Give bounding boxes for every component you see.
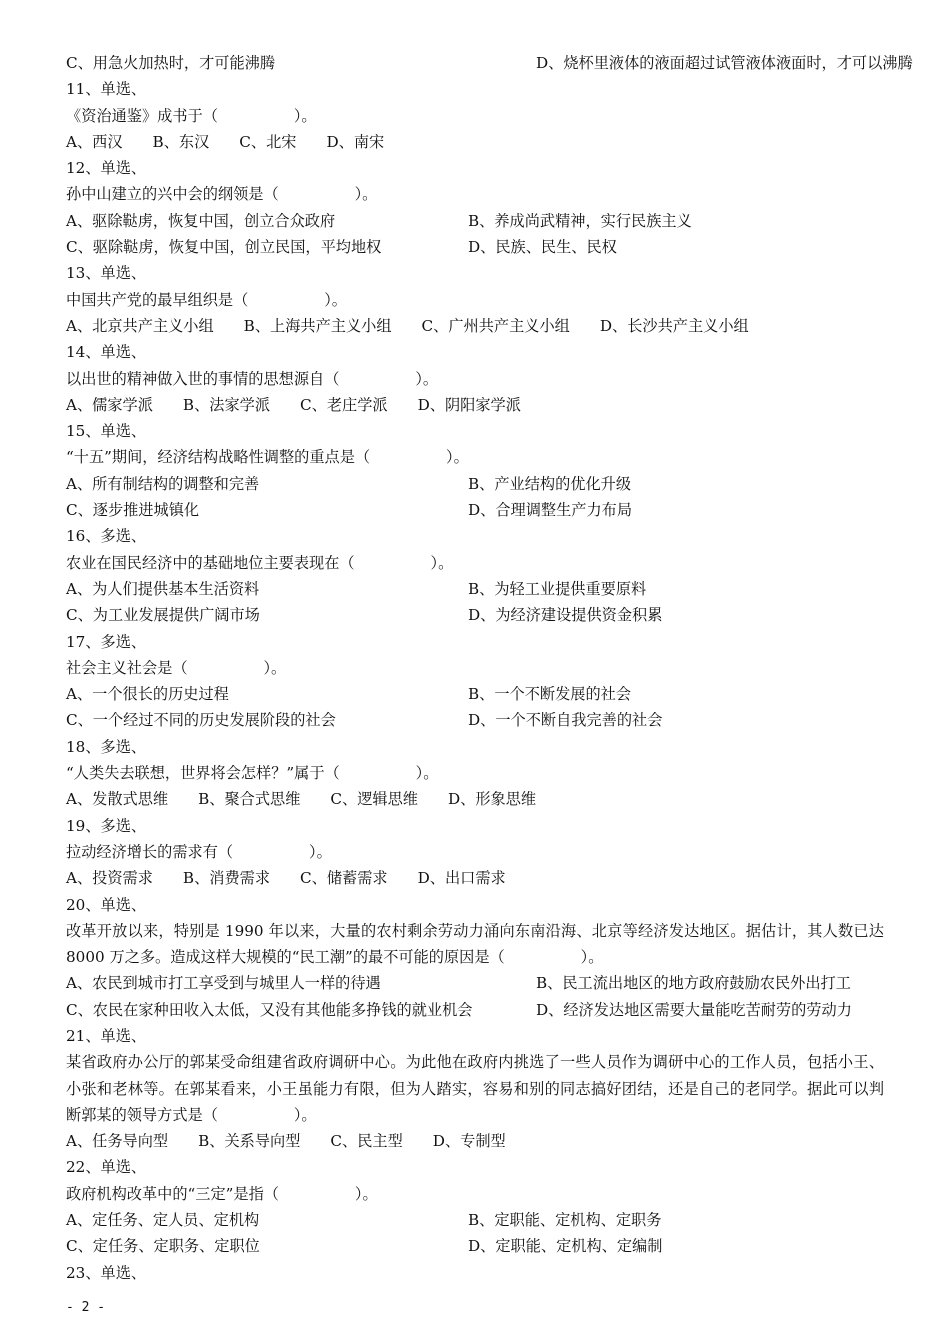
option-b: B、产业结构的优化升级 [468,474,632,493]
option-row [66,602,884,628]
option-row [66,129,884,155]
option-d: D、阴阳家学派 [417,395,521,414]
option-b: B、一个不断发展的社会 [468,685,632,704]
question-number: 14、单选、 [66,343,147,362]
option-c: C、用急火加热时，才可能沸腾 [66,54,276,72]
question-stem: 拉动经济增长的需求有（ ）。 [66,842,332,861]
document-page [66,50,913,1286]
question-number: 12、单选、 [66,159,147,178]
option-row [66,392,884,418]
option-d: D、合理调整生产力布局 [468,501,633,520]
question-number: 15、单选、 [66,422,147,441]
option-row [66,1128,884,1154]
option-b: B、上海共产主义小组 [243,316,392,335]
option-d: D、民族、民生、民权 [468,238,617,257]
option-b: B、消费需求 [182,869,271,888]
option-row [66,313,884,339]
option-b: B、养成尚武精神，实行民族主义 [468,211,692,230]
option-d: D、专制型 [432,1132,506,1151]
question-stem: 孙中山建立的兴中会的纲领是（ ）。 [66,185,378,204]
option-row [66,1233,884,1259]
option-b: B、定职能、定机构、定职务 [468,1211,662,1230]
option-a: A、投资需求 [66,869,153,888]
option-c: C、广州共产主义小组 [421,316,570,335]
question-stem: 农业在国民经济中的基础地位主要表现在（ ）。 [66,553,454,572]
question-stem: 政府机构改革中的“三定”是指（ ）。 [66,1184,378,1203]
option-a: A、为人们提供基本生活资料 [66,579,260,598]
option-row [66,681,884,707]
option-a: A、北京共产主义小组 [66,316,214,335]
question-number: 23、单选、 [66,1263,147,1282]
option-row [66,576,884,602]
option-a: A、农民到城市打工享受到与城里人一样的待遇 [66,974,381,993]
question-number: 13、单选、 [66,264,147,283]
option-a: A、任务导向型 [66,1132,169,1151]
question-number: 17、多选、 [66,632,147,651]
option-b: B、关系导向型 [198,1132,301,1151]
question-number: 22、单选、 [66,1158,147,1177]
question-stem: 《资治通鉴》成书于（ ）。 [66,106,317,125]
question-stem: 改革开放以来，特别是 1990 年以来，大量的农村剩余劳动力涌向东南沿海、北京等经济发达地区。据估计，其人数已达 8000 万之多。造成这样大规模的“民工潮”的最不可能的原因是（ ）。 [66,921,884,967]
option-row [66,997,884,1023]
option-d: D、南宋 [326,132,385,151]
question-number: 11、单选、 [66,80,147,99]
option-b: B、为轻工业提供重要原料 [468,579,647,598]
option-row [66,234,884,260]
question-stem: 以出世的精神做入世的事情的思想源自（ ）。 [66,369,439,388]
option-a: A、儒家学派 [66,395,153,414]
option-a: A、西汉 [66,132,123,151]
option-b: B、法家学派 [182,395,271,414]
option-a: A、所有制结构的调整和完善 [66,474,260,493]
page-number: - 2 - [66,1300,106,1315]
option-row [66,1207,884,1233]
option-row [66,471,884,497]
option-row [66,865,884,891]
option-d: D、一个不断自我完善的社会 [468,711,663,730]
option-b: B、东汉 [152,132,210,151]
option-d: D、长沙共产主义小组 [599,316,749,335]
option-c: C、北宋 [239,132,297,151]
option-c: C、民主型 [330,1132,403,1151]
question-stem: 某省政府办公厅的郭某受命组建省政府调研中心。为此他在政府内挑选了一些人员作为调研中心的工作人员，包括小王、小张和老林等。在郭某看来，小王虽能力有限，但为人踏实，容易和别的同志搞好团结，还是自己的老同学。据此可以判断郭某的领导方式是（ ）。 [66,1053,884,1124]
option-b: B、民工流出地区的地方政府鼓励农民外出打工 [536,974,851,993]
option-c: C、老庄学派 [300,395,388,414]
question-number: 16、多选、 [66,527,147,546]
option-c: C、驱除鞑虏，恢复中国，创立民国，平均地权 [66,238,382,257]
option-row [66,707,884,733]
question-number: 21、单选、 [66,1026,147,1045]
option-row [66,970,884,996]
option-d: D、出口需求 [417,869,506,888]
option-row [66,50,913,76]
question-stem: 中国共产党的最早组织是（ ）。 [66,290,347,309]
option-row [66,208,884,234]
question-number: 19、多选、 [66,816,147,835]
option-a: A、定任务、定人员、定机构 [66,1211,260,1230]
option-d: D、经济发达地区需要大量能吃苦耐劳的劳动力 [536,1000,852,1019]
option-d: D、为经济建设提供资金积累 [468,606,663,625]
option-row [66,497,884,523]
option-c: C、农民在家种田收入太低，又没有其他能多挣钱的就业机会 [66,1000,473,1019]
question-number: 20、单选、 [66,895,147,914]
option-c: C、逐步推进城镇化 [66,501,200,520]
option-c: C、储蓄需求 [300,869,388,888]
option-a: A、驱除鞑虏，恢复中国，创立合众政府 [66,211,336,230]
option-c: C、一个经过不同的历史发展阶段的社会 [66,711,336,730]
option-a: A、发散式思维 [66,790,169,809]
option-d: D、形象思维 [447,790,537,809]
option-d: D、烧杯里液体的液面超过试管液体液面时，才可以沸腾 [536,54,913,72]
question-stem: “人类失去联想，世界将会怎样？”属于（ ）。 [66,764,439,783]
option-b: B、聚合式思维 [198,790,301,809]
option-c: C、定任务、定职务、定职位 [66,1237,260,1256]
option-c: C、为工业发展提供广阔市场 [66,606,260,625]
option-row [66,786,884,812]
question-stem: 社会主义社会是（ ）。 [66,658,287,677]
option-c: C、逻辑思维 [330,790,418,809]
option-d: D、定职能、定机构、定编制 [468,1237,663,1256]
question-number: 18、多选、 [66,737,147,756]
option-a: A、一个很长的历史过程 [66,685,229,704]
question-stem: “十五”期间，经济结构战略性调整的重点是（ ）。 [66,448,469,467]
